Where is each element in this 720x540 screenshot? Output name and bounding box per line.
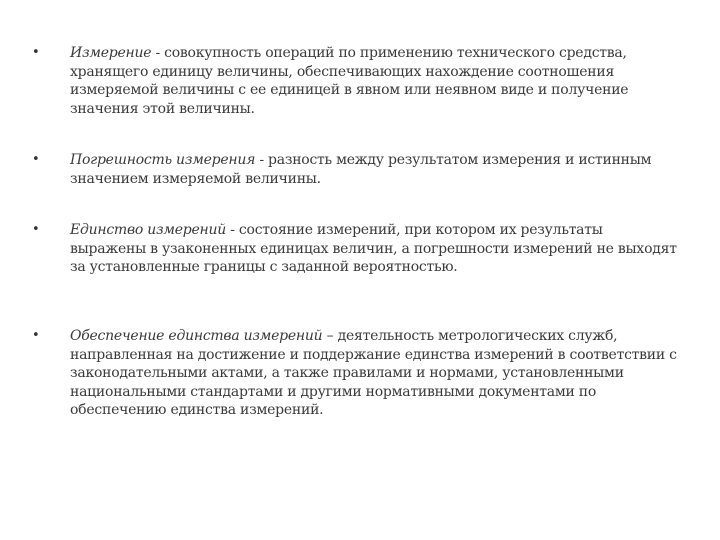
definition-item [32,44,682,118]
definition: разность между результатом измерения и истинным значением измеряемой величины. [70,152,652,187]
definition-text [70,327,682,420]
bullet-icon: • [32,328,40,343]
definition-item [32,327,682,420]
separator: - [226,222,239,238]
definition: совокупность операций по применению технического средства, хранящего единицу величины, обеспечивающих нахождение соотношения измеряемой величины с ее единицей в явном или неявном виде и получение значения этой величины. [70,45,629,117]
separator: - [255,152,269,168]
definition-item [32,151,682,188]
separator: – [322,328,338,344]
term: Погрешность измерения [70,152,256,168]
definition-text [70,221,682,277]
separator: - [151,45,165,61]
definition-text [70,44,682,118]
term: Измерение [70,45,152,61]
term: Единство измерений [70,222,227,238]
term: Обеспечение единства измерений [70,328,323,344]
definition-text [70,151,682,188]
definition-item [32,221,682,277]
bullet-icon: • [32,222,40,237]
definition: деятельность метрологических служб, направленная на достижение и поддержание единства измерений в соответствии с законодательными актами, а также правилами и нормами, установленными национальными стандартами и другими нормативными документами по обеспечению единства измерений. [70,328,677,418]
bullet-icon: • [32,152,40,167]
bullet-icon: • [32,45,40,60]
definition: состояние измерений, при котором их результаты выражены в узаконенных единицах величин, а погрешности измерений не выходят за установленные границы с заданной вероятностью. [70,222,677,275]
